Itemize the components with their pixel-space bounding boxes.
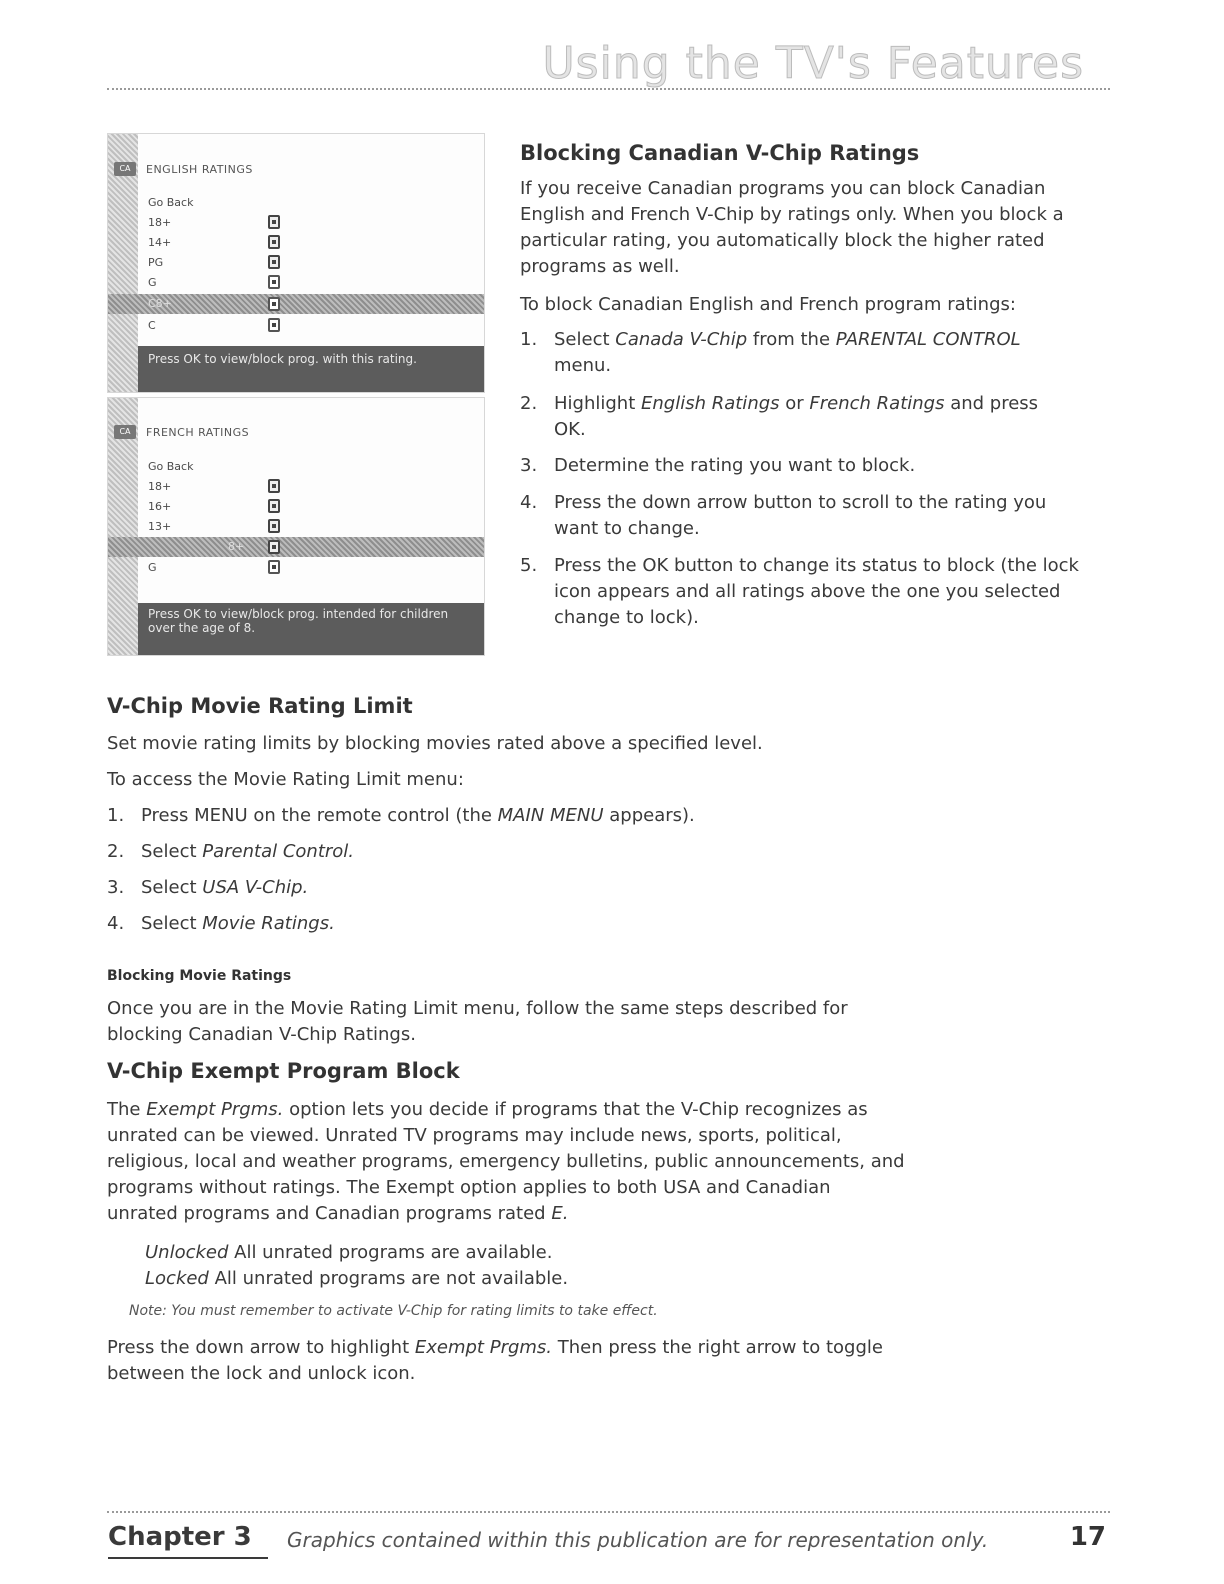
menu-row: 13+: [148, 520, 172, 533]
text: Press MENU on the remote control (the: [141, 805, 498, 826]
menu-title: ENGLISH RATINGS: [146, 163, 253, 176]
exempt-instructions: [107, 1335, 887, 1387]
menu-highlight-row: [108, 537, 484, 557]
section-heading-canadian: Blocking Canadian V-Chip Ratings: [520, 141, 920, 165]
list-text: [141, 875, 941, 901]
menu-ref: Canada V-Chip: [615, 329, 748, 350]
menu-row: 18+: [148, 480, 172, 493]
menu-row: PG: [148, 256, 164, 269]
option-desc: All unrated programs are available.: [228, 1242, 553, 1263]
canada-tag-icon: CA: [114, 425, 136, 439]
text: Select: [554, 329, 616, 350]
text: Press the down arrow to highlight: [107, 1337, 415, 1358]
list-number: 2.: [520, 393, 538, 414]
option-term: Locked: [145, 1268, 209, 1289]
list-text: [141, 839, 941, 865]
page-number: 17: [1069, 1522, 1106, 1552]
menu-row: 16+: [148, 500, 172, 513]
chapter-underline: [108, 1557, 268, 1559]
blocking-movie-text: Once you are in the Movie Rating Limit menu, follow the same steps described for blocking Canadian V-Chip Ratings.: [107, 998, 848, 1045]
text: Select: [141, 841, 203, 862]
list-number: 1.: [107, 805, 125, 826]
lock-icon: [268, 479, 280, 493]
list-text: [141, 803, 941, 829]
list-number: 4.: [107, 913, 125, 934]
header-divider: [107, 88, 1110, 90]
unlock-icon: [268, 297, 280, 311]
footer-divider: [107, 1511, 1110, 1513]
list-text: [141, 911, 941, 937]
option-desc: All unrated programs are not available.: [208, 1268, 569, 1289]
list-number: 4.: [520, 492, 538, 513]
canadian-instructions-lead: To block Canadian English and French program ratings:: [520, 294, 1016, 315]
text: option lets you decide if programs that the V-Chip recognizes as unrated can be viewed. Unrated TV programs may include news, sports, political, religious, local and weather programs, emergency bulletins, public announcements, and programs without ratings. The Exempt option applies to both USA and Canadian unrated programs and Canadian programs rated: [107, 1099, 905, 1224]
menu-row: 18+: [148, 216, 172, 229]
list-number: 3.: [520, 455, 538, 476]
english-ratings-menu-image: [107, 133, 485, 393]
option-term: Unlocked: [145, 1242, 229, 1263]
menu-row-highlighted: 8+: [228, 540, 245, 553]
menu-ref: English Ratings: [641, 393, 780, 414]
list-text: [554, 391, 1074, 443]
text: and press OK.: [554, 393, 1039, 440]
menu-row: Go Back: [148, 196, 194, 209]
movie-instructions-lead: To access the Movie Rating Limit menu:: [107, 769, 464, 790]
chapter-label: Chapter 3: [108, 1522, 252, 1552]
text: from the: [747, 329, 836, 350]
unlock-icon: [268, 560, 280, 574]
unlock-icon: [268, 318, 280, 332]
menu-row: G: [148, 276, 157, 289]
text: Highlight: [554, 393, 641, 414]
lock-icon: [268, 215, 280, 229]
menu-ref: Parental Control.: [202, 841, 355, 862]
canada-tag-icon: CA: [114, 162, 136, 176]
movie-intro: Set movie rating limits by blocking movies rated above a specified level.: [107, 733, 763, 754]
list-text: [554, 327, 1074, 379]
menu-ref: USA V-Chip.: [202, 877, 309, 898]
lock-icon: [268, 499, 280, 513]
lock-icon: [268, 235, 280, 249]
list-number: 1.: [520, 329, 538, 350]
lock-icon: [268, 519, 280, 533]
rating-ref: E.: [551, 1203, 569, 1224]
option-unlocked: [145, 1240, 945, 1266]
note-text: Note: You must remember to activate V-Chip for rating limits to take effect.: [129, 1303, 658, 1319]
menu-row: Go Back: [148, 460, 194, 473]
list-number: 5.: [520, 555, 538, 576]
menu-ref: Exempt Prgms.: [146, 1099, 284, 1120]
section-heading-movie: V-Chip Movie Rating Limit: [107, 694, 413, 718]
menu-help-text: Press OK to view/block prog. with this rating.: [138, 346, 484, 392]
text: menu.: [554, 355, 612, 376]
list-number: 2.: [107, 841, 125, 862]
text: Then press the right arrow to toggle between the lock and unlock icon.: [107, 1337, 883, 1384]
text: or: [779, 393, 810, 414]
text: Select: [141, 913, 203, 934]
footer-disclaimer: Graphics contained within this publication are for representation only.: [287, 1528, 989, 1552]
lock-icon: [268, 255, 280, 269]
menu-row-highlighted: C8+: [148, 297, 172, 310]
menu-row: 14+: [148, 236, 172, 249]
unlock-icon: [268, 275, 280, 289]
menu-help-text: Press OK to view/block prog. intended for children over the age of 8.: [138, 603, 484, 655]
canadian-steps: [520, 327, 1090, 627]
text: Select: [141, 877, 203, 898]
menu-ref: French Ratings: [809, 393, 945, 414]
menu-row: G: [148, 561, 157, 574]
menu-row: C: [148, 319, 156, 332]
exempt-description: [107, 1097, 907, 1227]
menu-ref: PARENTAL CONTROL: [835, 329, 1021, 350]
text: The: [107, 1099, 147, 1120]
menu-title: FRENCH RATINGS: [146, 426, 250, 439]
section-heading-exempt: V-Chip Exempt Program Block: [107, 1059, 460, 1083]
page-header-title: Using the TV's Features: [542, 38, 1084, 89]
lock-icon: [268, 540, 280, 554]
list-text: Determine the rating you want to block.: [554, 455, 916, 476]
french-ratings-menu-image: [107, 397, 485, 656]
list-text: Press the down arrow button to scroll to the rating you want to change.: [554, 492, 1047, 539]
movie-steps: [107, 803, 1007, 943]
canadian-intro: If you receive Canadian programs you can block Canadian English and French V-Chip by ratings only. When you block a particular rating, you automatically block the higher rated programs as well.: [520, 178, 1064, 277]
list-number: 3.: [107, 877, 125, 898]
text: appears).: [603, 805, 695, 826]
subheading-blocking-movie: Blocking Movie Ratings: [107, 968, 292, 984]
menu-ref: MAIN MENU: [497, 805, 604, 826]
menu-ref: Movie Ratings.: [202, 913, 335, 934]
list-text: Press the OK button to change its status to block (the lock icon appears and all ratings above the one you selected change to lock).: [554, 555, 1079, 628]
menu-ref: Exempt Prgms.: [414, 1337, 553, 1358]
option-locked: [145, 1266, 945, 1292]
